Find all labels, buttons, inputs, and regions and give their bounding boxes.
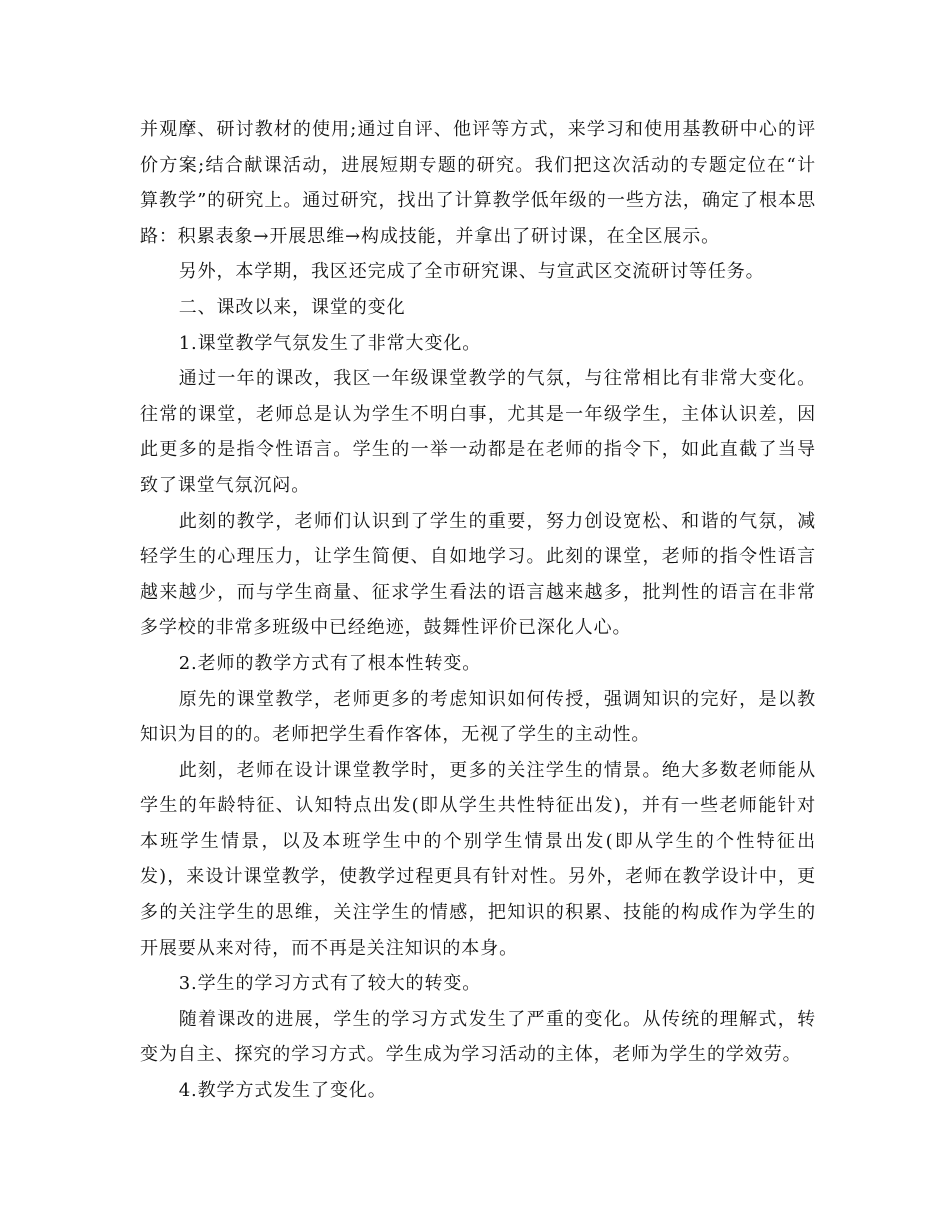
section-heading: 二、课改以来，课堂的变化: [178, 296, 406, 318]
subheading: 3.学生的学习方式有了较大的转变。: [178, 973, 482, 995]
paragraph: 另外，本学期，我区还完成了全市研究课、与宣武区交流研讨等任务。: [178, 261, 765, 283]
paragraph-continuation: 并观摩、研讨教材的使用;通过自评、他评等方式，来学习和使用基教研中心的评价方案;结合献课活动，进展短期专题的研究。我们把这次活动的专题定位在“计算教学”的研究上。通过研究，找出了计算教学低年级的一些方法，确定了根本思路：积累表象→开展思维→构成技能，并拿出了研讨课，在全区展示。: [140, 119, 816, 247]
paragraph: 此刻的教学，老师们认识到了学生的重要，努力创设宽松、和谐的气氛，减轻学生的心理压力，让学生简便、自如地学习。此刻的课堂，老师的指令性语言越来越少，而与学生商量、征求学生看法的语言越来越多，批判性的语言在非常多学校的非常多班级中已经绝迹，鼓舞性评价已深化人心。: [140, 510, 816, 639]
paragraph: 随着课改的进展，学生的学习方式发生了严重的变化。从传统的理解式，转变为自主、探究的学习方式。学生成为学习活动的主体，老师为学生的学效劳。: [140, 1008, 816, 1066]
paragraph: 原先的课堂教学，老师更多的考虑知识如何传授，强调知识的完好，是以教知识为目的的。老师把学生看作客体，无视了学生的主动性。: [140, 688, 816, 746]
paragraph: 通过一年的课改，我区一年级课堂教学的气氛，与往常相比有非常大变化。往常的课堂，老师总是认为学生不明白事，尤其是一年级学生，主体认识差，因此更多的是指令性语言。学生的一举一动都是在老师的指令下，如此直截了当导致了课堂气氛沉闷。: [140, 368, 816, 496]
subheading: 1.课堂教学气氛发生了非常大变化。: [178, 332, 482, 354]
paragraph: 此刻，老师在设计课堂教学时，更多的关注学生的情景。绝大多数老师能从学生的年龄特征、认知特点出发(即从学生共性特征出发)，并有一些老师能针对本班学生情景，以及本班学生中的个别学生情景出发(即从学生的个性特征出发)，来设计课堂教学，使教学过程更具有针对性。另外，老师在教学设计中，更多的关注学生的思维，关注学生的情感，把知识的积累、技能的构成作为学生的开展要从来对待，而不再是关注知识的本身。: [140, 759, 816, 959]
document-body: [140, 112, 816, 1109]
subheading: 2.老师的教学方式有了根本性转变。: [178, 652, 482, 674]
subheading: 4.教学方式发生了变化。: [178, 1080, 387, 1102]
